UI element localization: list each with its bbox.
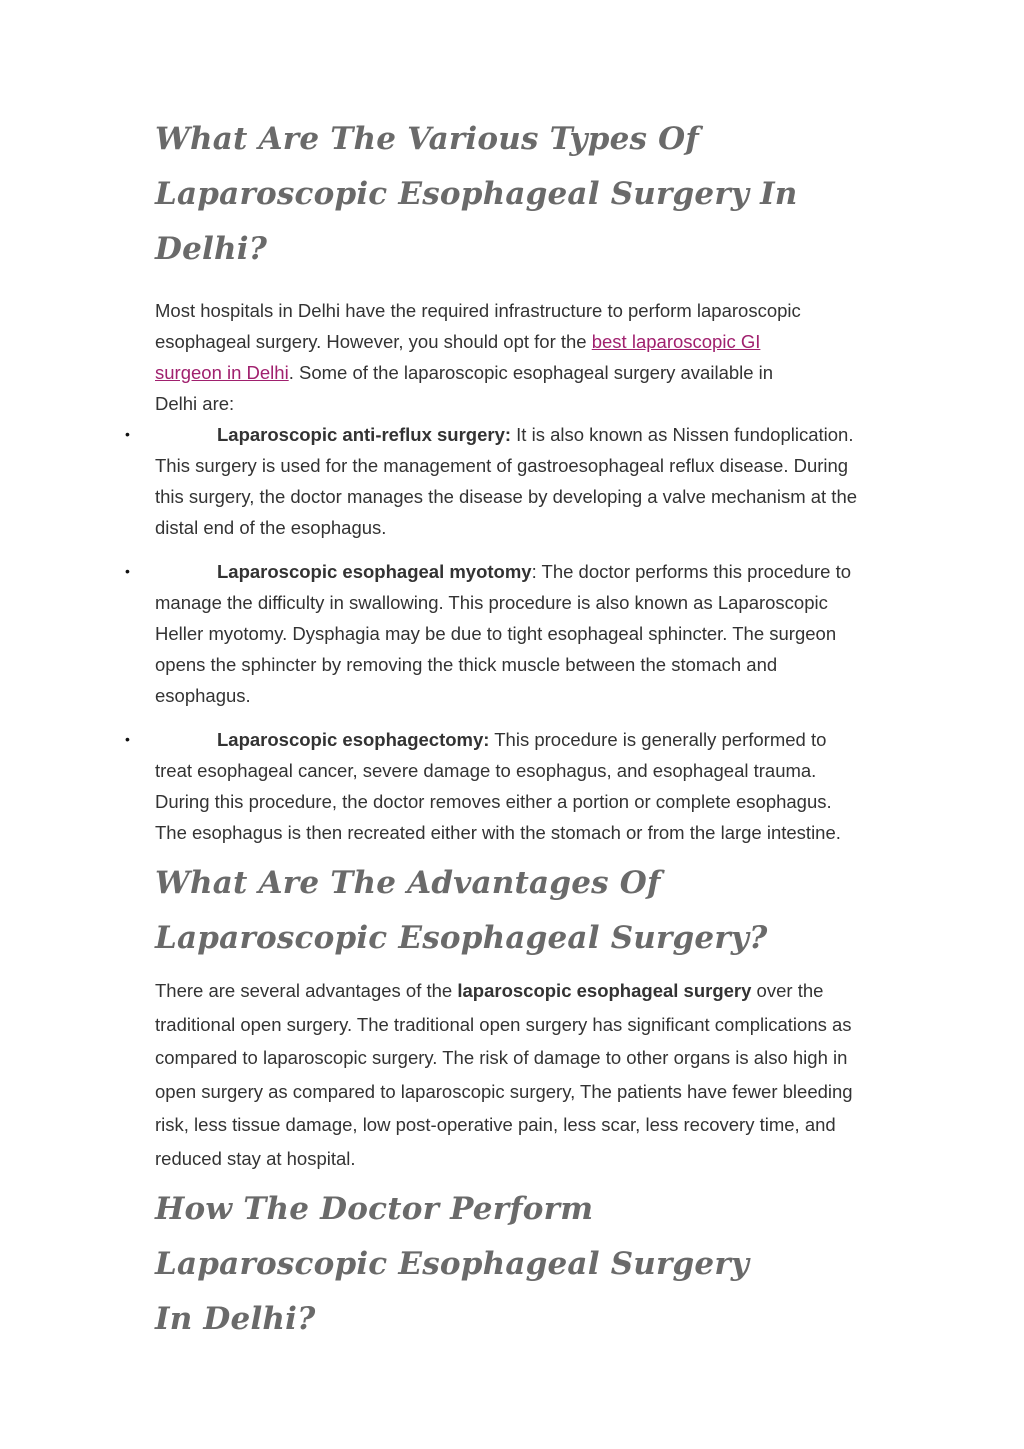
item-text: It is also known as Nissen fundoplication. This surgery is used for the management of gastroesophageal reflux disease. During this surgery, the doctor manages the disease by developing a valve mechanism at the distal end of the esophagus. xyxy=(155,424,858,538)
intro-paragraph xyxy=(155,295,805,419)
bullet-icon: • xyxy=(125,731,130,747)
section-heading-types: What Are The Various Types Of Laparoscopic Esophageal Surgery In Delhi? xyxy=(155,121,798,267)
advantages-bold: laparoscopic esophageal surgery xyxy=(457,980,752,1001)
surgeon-link[interactable]: best laparoscopic GI surgeon in Delhi xyxy=(155,331,761,383)
bullet-icon: • xyxy=(125,426,130,442)
item-title: Laparoscopic anti-reflux surgery: xyxy=(217,424,512,445)
intro-text-start: Most hospitals in Delhi have the required infrastructure to perform laparoscopic esophageal surgery. However, you should opt for the xyxy=(155,300,801,352)
list-item xyxy=(125,419,865,543)
advantages-paragraph xyxy=(155,974,865,1176)
bullet-icon: • xyxy=(125,563,130,579)
section-heading-advantages: What Are The Advantages Of Laparoscopic Esophageal Surgery? xyxy=(155,865,768,956)
item-title: Laparoscopic esophagectomy: xyxy=(217,729,490,750)
item-title: Laparoscopic esophageal myotomy xyxy=(217,561,532,582)
intro-text-end: . Some of the laparoscopic esophageal surgery available in Delhi are: xyxy=(155,362,774,414)
advantages-text-end: over the traditional open surgery. The traditional open surgery has significant complications as compared to laparoscopic surgery. The risk of damage to other organs is also high in open surgery as compared to laparoscopic surgery, The patients have fewer bleeding risk, less tissue damage, low post-operative pain, less scar, less recovery time, and reduced stay at hospital. xyxy=(155,980,853,1169)
advantages-text-start: There are several advantages of the xyxy=(155,980,458,1001)
list-item xyxy=(125,556,865,711)
document-page xyxy=(125,112,865,1347)
surgery-types-list xyxy=(125,419,865,848)
list-item xyxy=(125,724,865,848)
item-text: : The doctor performs this procedure to manage the difficulty in swallowing. This procedure is also known as Laparoscopic Heller myotomy. Dysphagia may be due to tight esophageal sphincter. The surgeon opens the sphincter by removing the thick muscle between the stomach and esophagus. xyxy=(155,561,852,706)
section-heading-procedure: How The Doctor Perform Laparoscopic Esophageal Surgery In Delhi? xyxy=(155,1190,750,1337)
item-text: This procedure is generally performed to treat esophageal cancer, severe damage to esophagus, and esophageal trauma. During this procedure, the doctor removes either a portion or complete esophagus. The esophagus is then recreated either with the stomach or from the large intestine. xyxy=(155,729,841,843)
